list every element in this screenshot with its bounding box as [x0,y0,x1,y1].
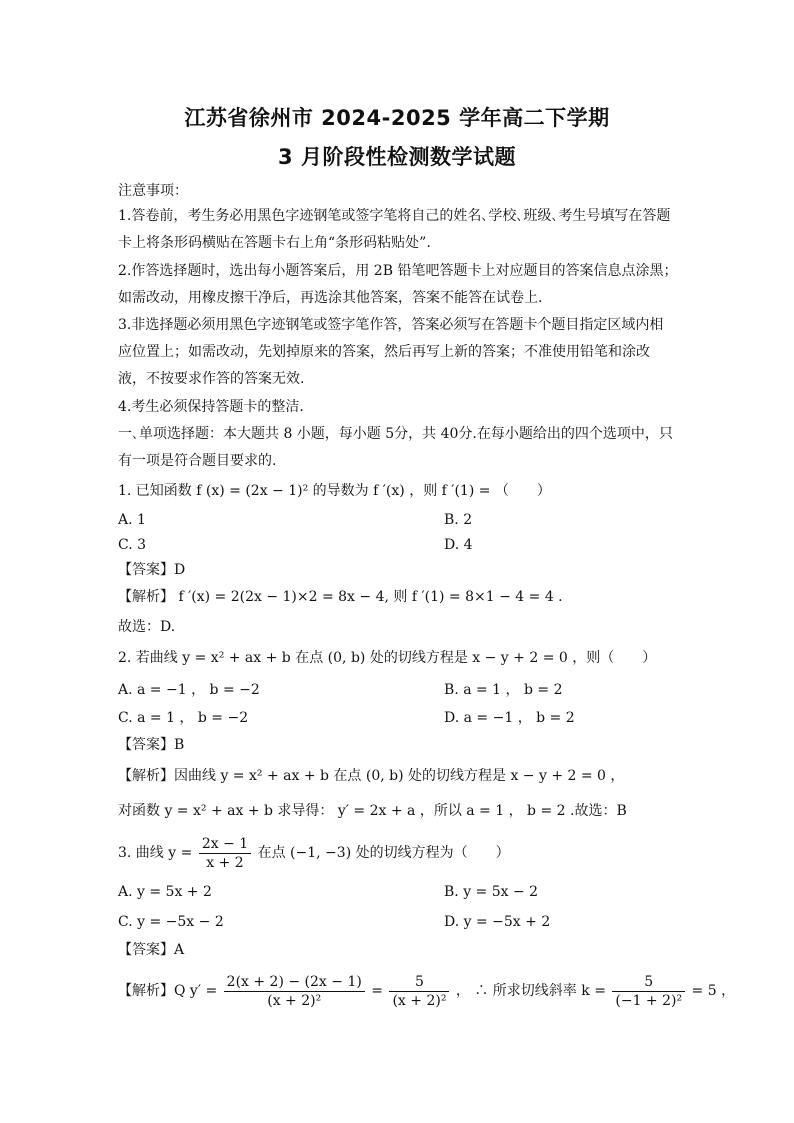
exam-title-line1: 江苏省徐州市 2024-2025 学年高二下学期 [184,106,610,130]
question-3-stem-prefix: 3. 曲线 y = [118,845,193,861]
fraction-denominator: (x + 2)² [267,992,322,1009]
notice-line: 应位置上；如需改动，先划掉原来的答案，然后再写上新的答案；不准使用铅笔和涂改 [118,344,650,360]
question-2-option-c: C. a = 1 ， b = −2 [118,710,249,726]
question-1-stem: 1. 已知函数 f (x) = (2x − 1)² 的导数为 f ′(x) ，则 f ′(1) = （ ） [118,483,551,499]
analysis-prefix: 【解析】Q y′ = [118,983,218,999]
equals-sign: = [371,983,384,999]
question-3-answer: 【答案】A [118,942,185,958]
fraction-numerator: 5 [389,973,449,992]
fraction-denominator: x + 2 [206,854,244,871]
question-2-option-a: A. a = −1 ， b = −2 [118,682,260,698]
fraction-numerator: 5 [612,973,685,992]
notice-line: 2.作答选择题时，选出每小题答案后，用 2B 铅笔吧答题卡上对应题目的答案信息点涂黑； [118,263,678,279]
analysis-fraction-2 [389,973,449,1010]
notice-line: 液，不按要求作答的答案无效. [118,371,305,387]
notice-line: 3.非选择题必须用黑色字迹钢笔或签字笔作答，答案必须写在答题卡个题目指定区域内相 [118,317,664,333]
notice-heading: 注意事项： [118,183,188,199]
fraction-denominator: (x + 2)² [392,992,447,1009]
notice-line: 如需改动，用橡皮擦干净后，再选涂其他答案，答案不能答在试卷上. [118,290,543,306]
analysis-fraction-1 [224,973,365,1010]
question-1-conclusion: 故选：D. [118,619,176,635]
notice-line: 1.答卷前，考生务必用黑色字迹钢笔或签字笔将自己的姓名､学校､班级､考生号填写在答题 [118,208,671,224]
question-1-answer: 【答案】D [118,562,186,578]
fraction-numerator: 2(x + 2) − (2x − 1) [224,973,365,992]
question-2-option-d: D. a = −1 ， b = 2 [444,710,575,726]
question-2-stem: 2. 若曲线 y = x² + ax + b 在点 (0, b) 处的切线方程是 x − y + 2 = 0 ，则（ ） [118,650,657,666]
question-3-option-b: B. y = 5x − 2 [444,884,539,900]
question-2-analysis-line2: 对函数 y = x² + ax + b 求导得： y′ = 2x + a ，所以 a = 1 ， b = 2 .故选：B [118,803,627,819]
question-3-option-d: D. y = −5x + 2 [444,914,551,930]
analysis-suffix: = 5 ， [691,983,736,999]
analysis-mid: ， ∴ 所求切线斜率 k = [455,983,606,999]
question-2-answer: 【答案】B [118,737,185,753]
exam-title-line2: 3 月阶段性检测数学试题 [278,145,516,169]
question-3-stem-suffix: 在点 (−1, −3) 处的切线方程为（ ） [257,845,510,861]
analysis-fraction-3 [612,973,685,1010]
question-1-option-c: C. 3 [118,537,147,553]
question-3-option-c: C. y = −5x − 2 [118,914,224,930]
question-3-fraction [199,835,251,872]
fraction-denominator: (−1 + 2)² [615,992,683,1009]
question-1-option-d: D. 4 [444,537,473,553]
question-1-option-a: A. 1 [118,512,146,528]
section-heading-cont: 有一项是符合题目要求的. [118,453,277,469]
notice-line: 卡上将条形码横贴在答题卡右上角“条形码粘贴处”. [118,235,431,251]
question-1-analysis: 【解析】 f ′(x) = 2(2x − 1)×2 = 8x − 4, 则 f ′(1) = 8×1 − 4 = 4 . [118,589,563,605]
question-3-analysis [118,971,735,1011]
question-3-stem [118,834,510,872]
question-1-option-b: B. 2 [444,512,473,528]
section-heading: 一､单项选择题：本大题共 8 小题，每小题 5分，共 40分.在每小题给出的四个选项中，只 [118,426,673,442]
question-2-analysis-line1: 【解析】因曲线 y = x² + ax + b 在点 (0, b) 处的切线方程是 x − y + 2 = 0 ， [118,768,625,784]
fraction-numerator: 2x − 1 [199,835,251,854]
question-3-option-a: A. y = 5x + 2 [118,884,212,900]
notice-line: 4.考生必须保持答题卡的整洁. [118,399,304,415]
question-2-option-b: B. a = 1 ， b = 2 [444,682,563,698]
